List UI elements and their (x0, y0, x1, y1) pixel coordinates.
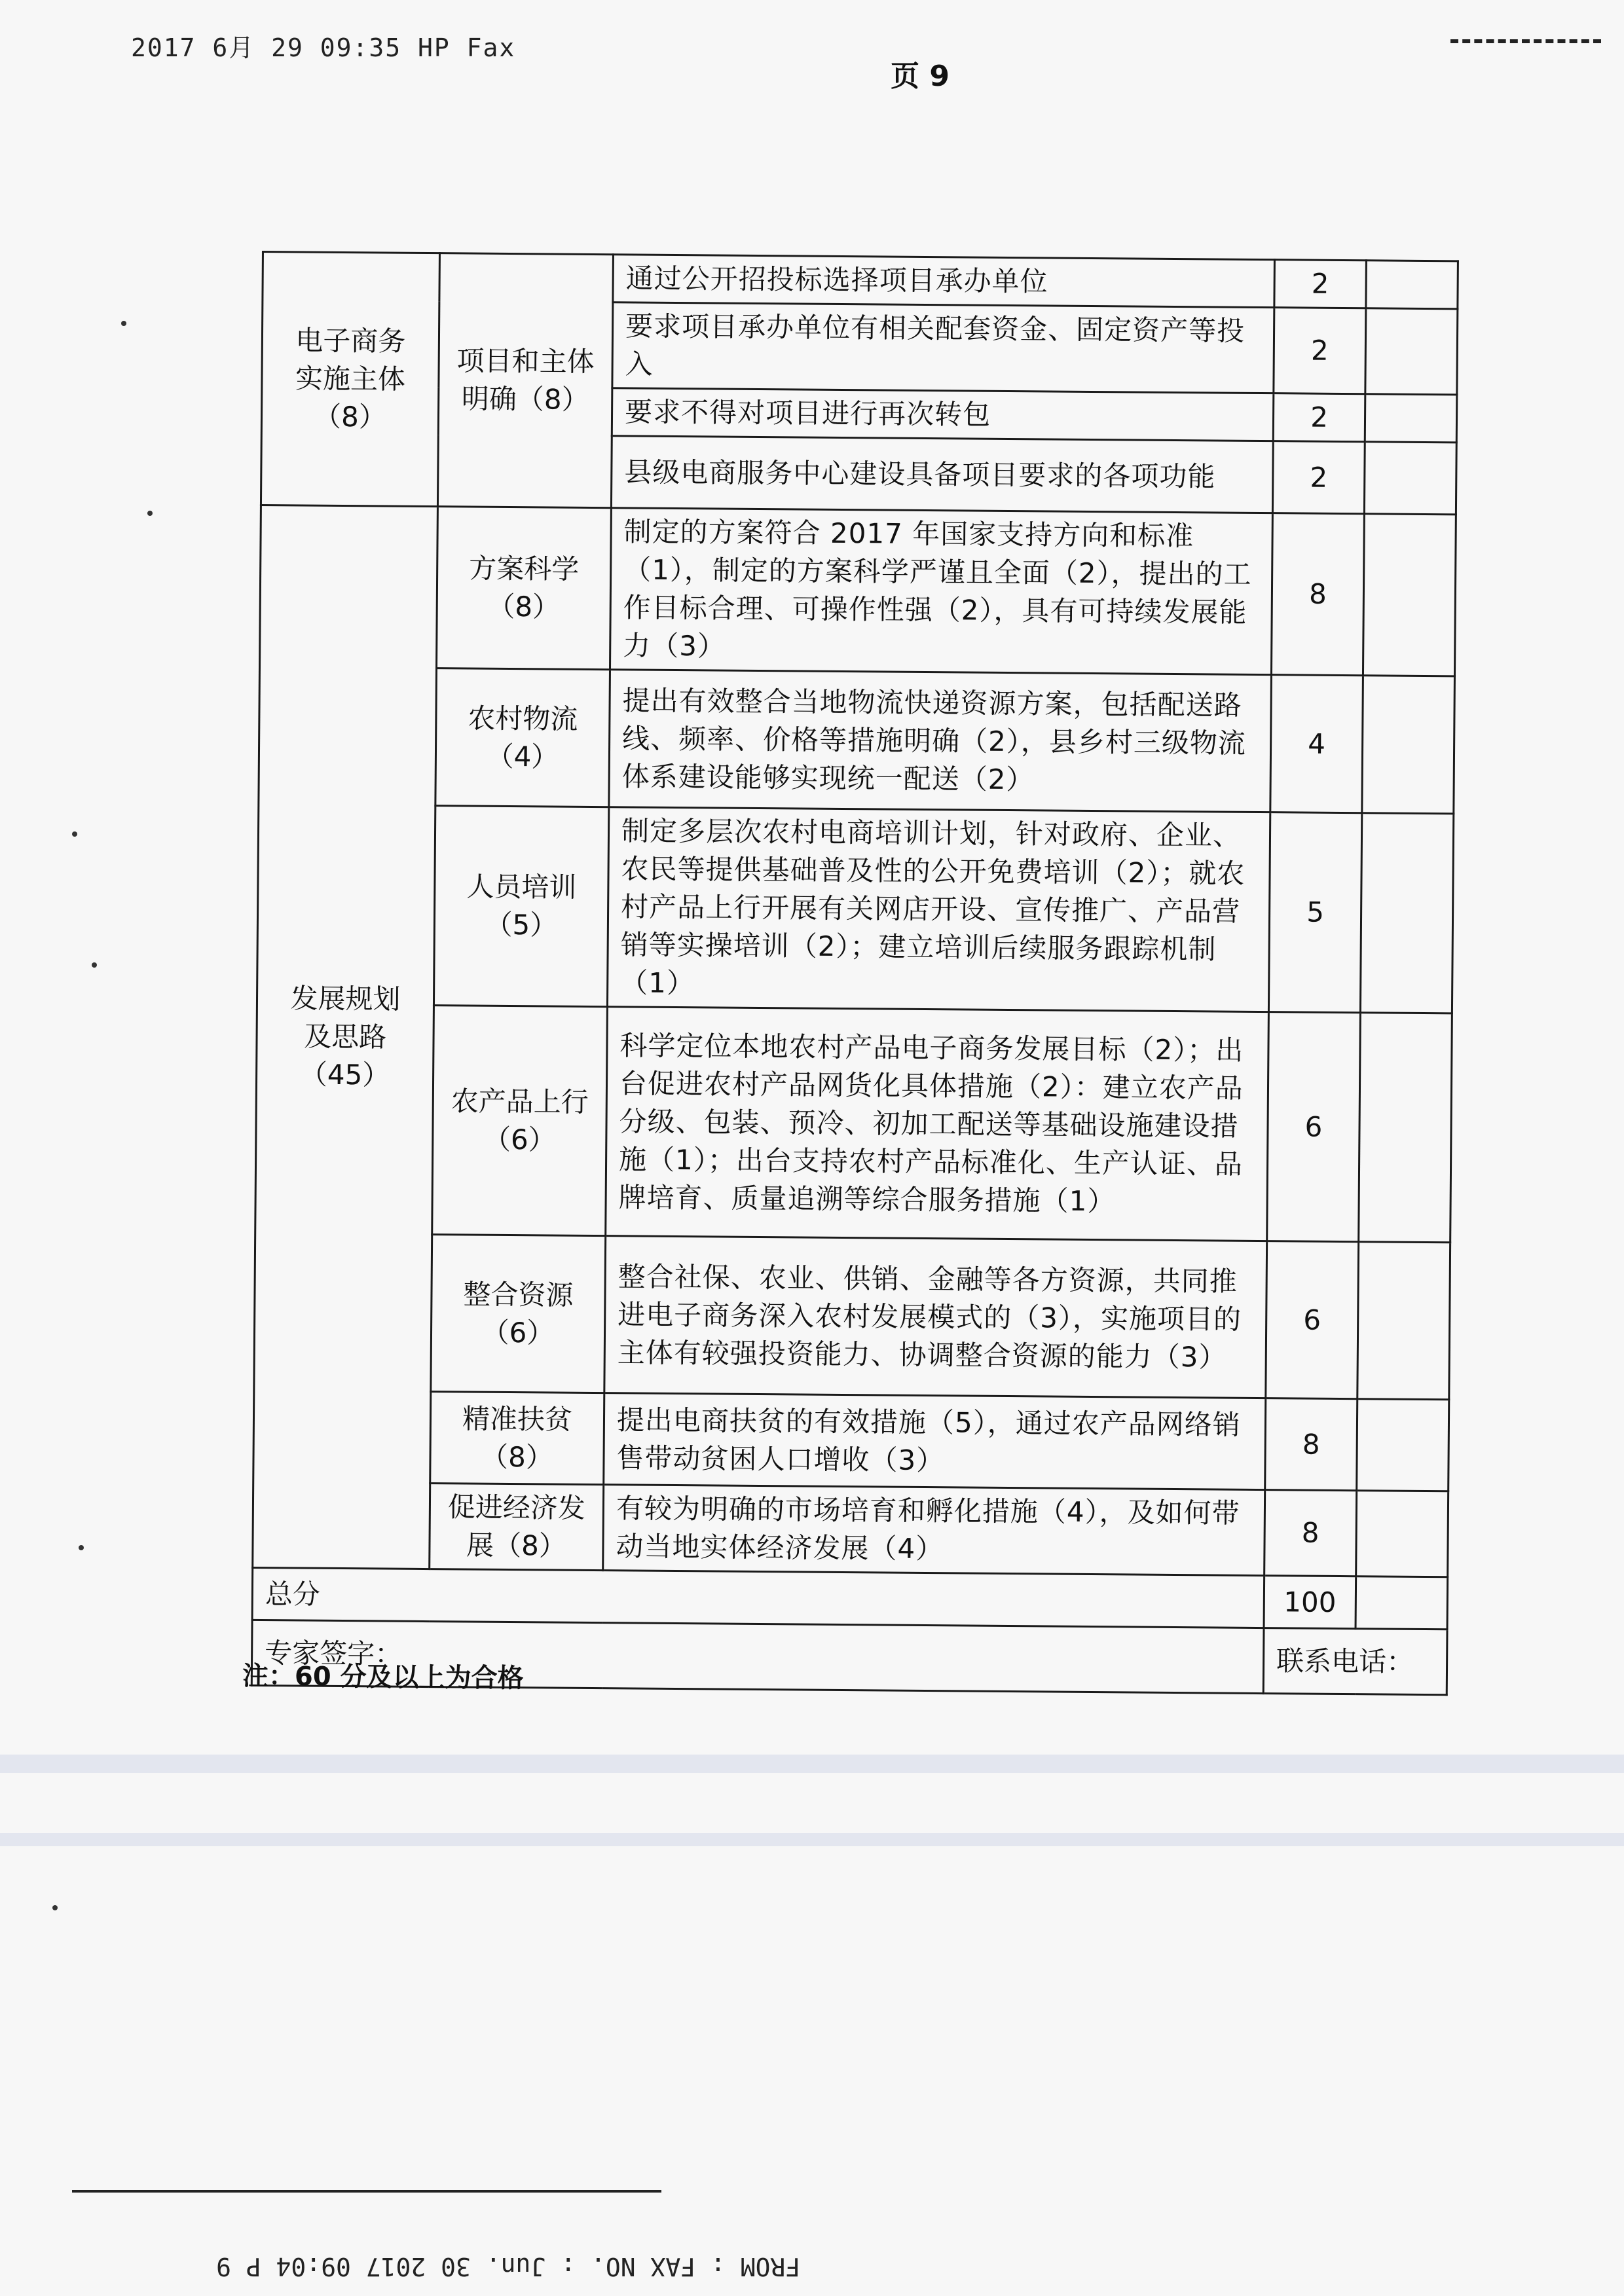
score-cell: 2 (1274, 260, 1367, 308)
blank-cell (1359, 1013, 1452, 1243)
scan-speck (72, 831, 77, 837)
blank-cell (1364, 442, 1456, 515)
score-cell: 6 (1267, 1012, 1361, 1242)
scan-shadow-band (0, 1755, 1624, 1773)
fax-header: 2017 6月 29 09:35 HP Fax (131, 33, 516, 62)
scoring-table-body (251, 252, 1458, 1695)
criteria-cell: 通过公开招投标选择项目承办单位 (613, 255, 1275, 308)
table-row (260, 505, 1456, 676)
score-cell: 8 (1264, 1490, 1357, 1576)
score-cell: 8 (1265, 1398, 1357, 1491)
criteria-cell: 提出有效整合当地物流快递资源方案，包括配送路线、频率、价格等措施明确（2），县乡村三级物流体系建设能够实现统一配送（2） (609, 670, 1272, 812)
subcategory-cell: 促进经济发 展（8） (430, 1484, 604, 1571)
score-cell: 5 (1268, 812, 1361, 1013)
category-cell: 发展规划 及思路 （45） (253, 505, 438, 1569)
blank-cell (1362, 676, 1455, 814)
blank-cell (1365, 308, 1458, 395)
scan-speck (121, 321, 126, 326)
blank-cell (1356, 1576, 1448, 1630)
table-row (263, 252, 1458, 309)
scan-speck (92, 962, 97, 968)
score-cell: 4 (1270, 675, 1363, 813)
table-row (254, 1233, 1450, 1399)
scan-speck (147, 511, 153, 516)
expert-signature-field: 专家签字： (251, 1620, 1264, 1693)
table-row (253, 1390, 1449, 1491)
header-dash (1450, 39, 1601, 43)
total-row (252, 1567, 1448, 1629)
criteria-cell: 要求不得对项目进行再次转包 (612, 388, 1274, 441)
criteria-cell: 有较为明确的市场培育和孵化措施（4），及如何带动当地实体经济发展（4） (603, 1485, 1265, 1576)
blank-cell (1357, 1399, 1449, 1491)
criteria-cell: 要求项目承办单位有相关配套资金、固定资产等投入 (612, 302, 1274, 393)
footer-rule (72, 2190, 661, 2193)
subcategory-cell: 农村物流 （4） (435, 668, 610, 807)
scan-shadow-band (0, 1833, 1624, 1846)
score-cell: 2 (1272, 441, 1365, 514)
score-cell: 2 (1273, 393, 1365, 442)
table-row (255, 1004, 1452, 1242)
pass-note: 注：60 分及以上为合格 (242, 1661, 524, 1694)
subcategory-cell: 农产品上行 （6） (432, 1006, 608, 1236)
fax-footer: FROM : FAX NO. : Jun. 30 2017 09:04 P 9 (216, 2252, 801, 2281)
table-row (259, 666, 1455, 813)
score-cell: 8 (1271, 513, 1364, 676)
scoring-table (251, 251, 1459, 1696)
blank-cell (1365, 394, 1457, 443)
table-row (253, 1482, 1449, 1576)
score-cell: 6 (1266, 1241, 1359, 1399)
subcategory-cell: 方案科学 （8） (437, 507, 612, 670)
criteria-cell: 制定的方案符合 2017 年国家支持方向和标准（1），制定的方案科学严谨且全面（2），提出的工作目标合理、可操作性强（2），具有可持续发展能力（3） (610, 508, 1272, 675)
subcategory-cell: 人员培训 （5） (434, 806, 608, 1007)
blank-cell (1360, 813, 1453, 1013)
total-label: 总分 (252, 1567, 1264, 1628)
total-score: 100 (1264, 1576, 1356, 1629)
score-cell: 2 (1274, 308, 1366, 394)
criteria-cell: 制定多层次农村电商培训计划，针对政府、企业、农民等提供基础普及性的公开免费培训（2）；就农村产品上行开展有关网店开设、宣传推广、产品营销等实操培训（2）；建立培训后续服务跟踪机制（1） (607, 807, 1270, 1012)
scan-speck (79, 1545, 84, 1550)
blank-cell (1363, 514, 1456, 676)
blank-cell (1357, 1242, 1450, 1400)
table-row (257, 804, 1453, 1013)
criteria-cell: 提出电商扶贫的有效措施（5），通过农产品网络销售带动贫困人口增收（3） (604, 1393, 1266, 1490)
blank-cell (1356, 1491, 1449, 1577)
subcategory-cell: 项目和主体 明确（8） (437, 253, 613, 508)
subcategory-cell: 整合资源 （6） (431, 1235, 606, 1393)
page-number: 页 9 (891, 60, 950, 93)
contact-phone-field: 联系电话： (1263, 1628, 1447, 1695)
criteria-cell: 整合社保、农业、供销、金融等各方资源，共同推进电子商务深入农村发展模式的（3），实施项目的主体有较强投资能力、协调整合资源的能力（3） (604, 1236, 1267, 1398)
subcategory-cell: 精准扶贫 （8） (430, 1392, 604, 1485)
criteria-cell: 县级电商服务中心建设具备项目要求的各项功能 (611, 436, 1273, 513)
criteria-cell: 科学定位本地农村产品电子商务发展目标（2）；出台促进农村产品网货化具体措施（2）：建立农产品分级、包装、预冷、初加工配送等基础设施建设措施（1）；出台支持农村产品标准化、生产认证、品牌培育、质量追溯等综合服务措施（1） (606, 1007, 1269, 1241)
blank-cell (1366, 261, 1458, 309)
category-cell: 电子商务 实施主体 （8） (261, 252, 439, 507)
scan-speck (52, 1905, 58, 1910)
